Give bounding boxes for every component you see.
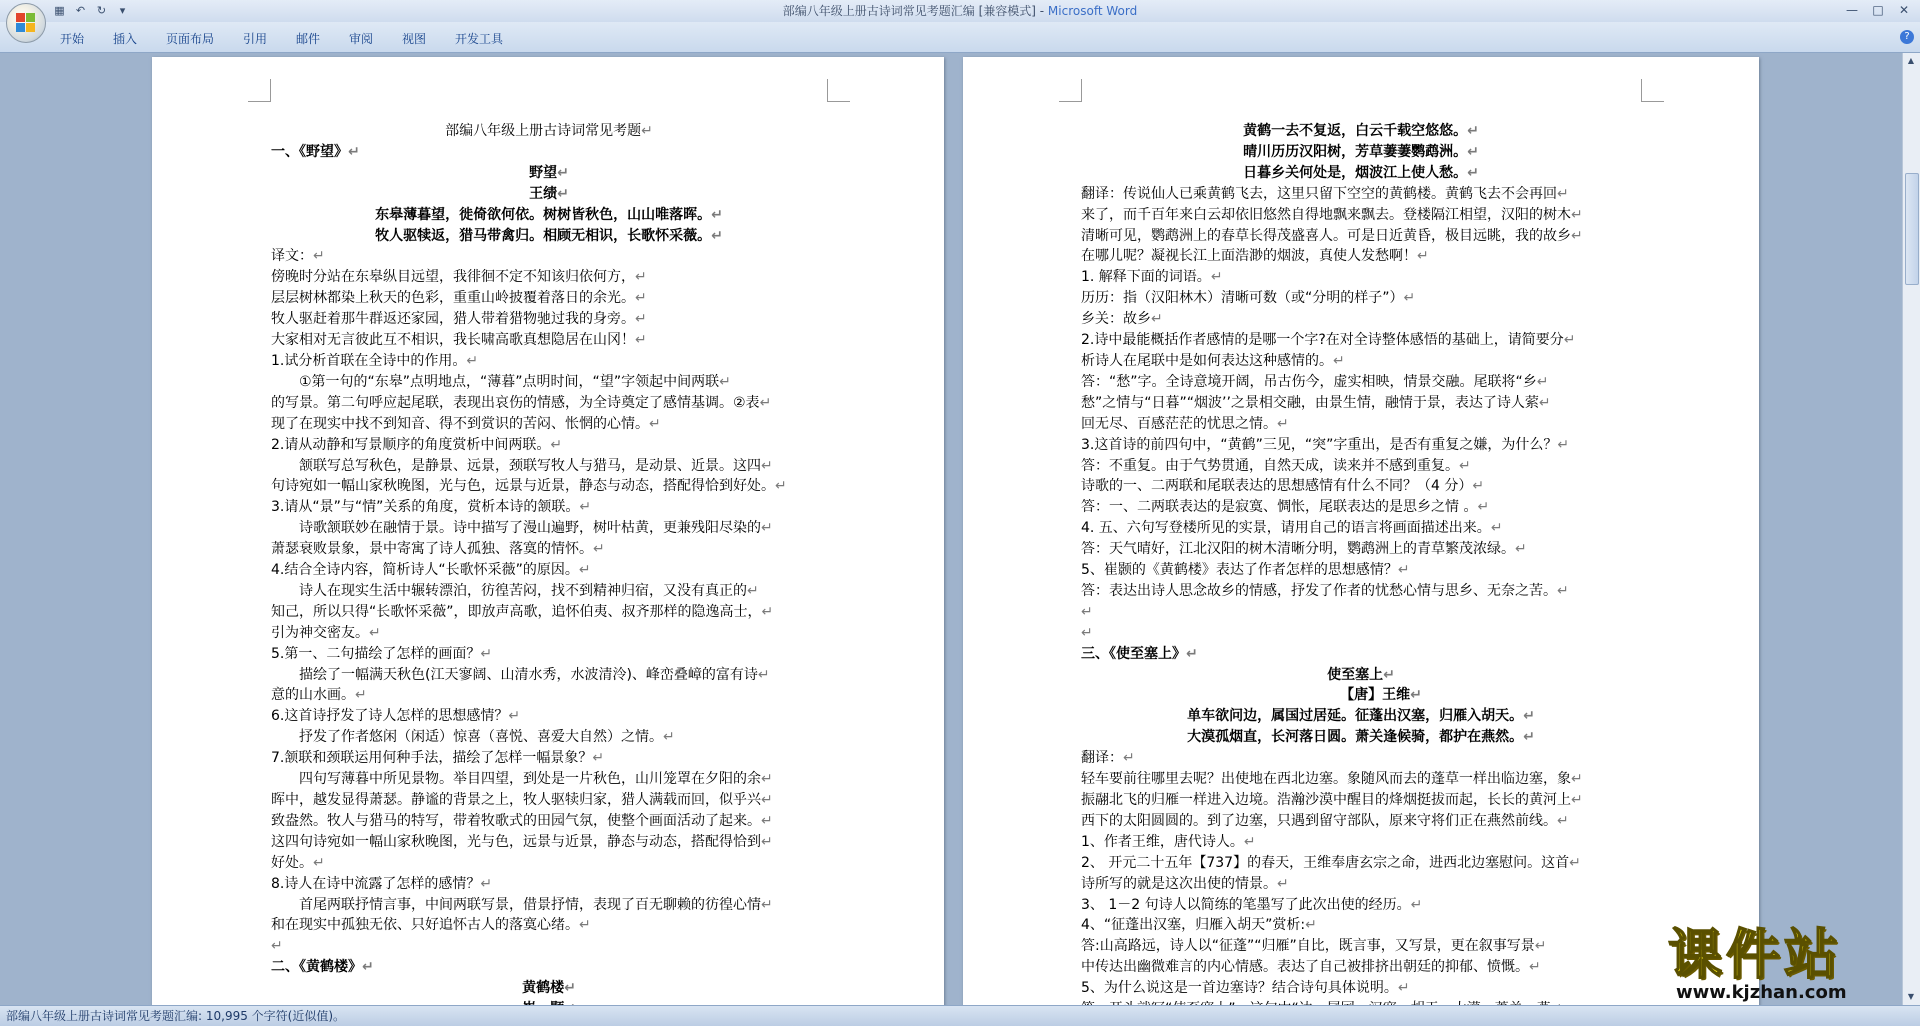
paragraph-mark-icon: ↵ — [1472, 478, 1485, 495]
paragraph-mark-icon: ↵ — [1534, 938, 1547, 955]
paragraph-mark-icon: ↵ — [775, 478, 787, 495]
line-text: 4、“征蓬出汉塞，归雁入胡天”赏析: — [1081, 917, 1306, 934]
line-text: 答：不重复。由于气势贯通，自然天成，读来并不感到重复。 — [1081, 457, 1459, 474]
document-line — [1081, 915, 1641, 936]
document-line — [1081, 936, 1641, 957]
line-text: 层层树林都染上秋天的色彩，重重山岭披覆着落日的余光。 — [271, 290, 635, 307]
tab-insert[interactable]: 插入 — [113, 32, 138, 46]
page-right — [963, 57, 1759, 1017]
line-text: 翻译：传说仙人已乘黄鹤飞去，这里只留下空空的黄鹤楼。黄鹤飞去不会再回 — [1081, 185, 1557, 202]
document-line — [271, 476, 827, 497]
line-text: 2、 开元二十五年【737】的春天，王维奉唐玄宗之命，进西北边塞慰问。这首 — [1081, 854, 1570, 871]
paragraph-mark-icon: ↵ — [1571, 792, 1583, 808]
paragraph-mark-icon: ↵ — [1277, 875, 1289, 892]
line-text: 一、《野望》 — [271, 143, 348, 160]
line-text: 晴川历历汉阳树，芳草萋萋鹦鹉洲。 — [1243, 143, 1468, 160]
document-line — [1081, 309, 1641, 330]
paragraph-mark-icon: ↵ — [1571, 771, 1583, 788]
crop-mark-top-right — [1641, 79, 1664, 102]
document-line — [271, 226, 827, 247]
line-text: 黄鹤一去不复返，白云千载空悠悠。 — [1243, 123, 1468, 139]
line-text: 答：一、二两联表达的是寂寞、惆怅，尾联表达的是思乡之情 。 — [1081, 499, 1478, 516]
paragraph-mark-icon: ↵ — [1477, 499, 1490, 516]
line-text: 诗歌颔联妙在融情于景。诗中描写了漫山遍野，树叶枯黄，更兼残阳尽染的 — [299, 520, 761, 537]
office-logo-icon — [16, 13, 36, 33]
line-text: 振翮北飞的归雁一样进入边境。浩瀚沙漠中醒目的烽烟挺拔而起，长长的黄河上 — [1081, 792, 1571, 808]
document-line — [1081, 685, 1641, 706]
paragraph-mark-icon: ↵ — [1571, 206, 1583, 223]
line-text: 牧人驱犊返，猎马带禽归。相顾无相识，长歌怀采薇。 — [375, 227, 712, 244]
paragraph-mark-icon: ↵ — [1333, 352, 1345, 369]
line-text: 现了在现实中找不到知音、得不到赏识的苦闷、怅惘的心情。 — [271, 415, 649, 432]
line-text: 3.这首诗的前四句中，“黄鹤”三见，“突”字重出，是否有重复之嫌，为什么？ — [1081, 436, 1558, 453]
paragraph-mark-icon: ↵ — [635, 311, 647, 328]
line-text: 知己，所以只得“长歌怀采薇”，即放声高歌，追怀伯夷、叔齐那样的隐逸高士， — [271, 603, 762, 620]
line-text: 诗所写的就是这次出使的情景。 — [1081, 875, 1277, 892]
line-text: 黄鹤楼 — [522, 980, 565, 997]
document-line — [1081, 226, 1641, 247]
document-line — [271, 393, 827, 414]
line-text: 诗人在现实生活中辗转漂泊，彷徨苦闷，找不到精神归宿，又没有真正的 — [299, 582, 747, 599]
paragraph-mark-icon: ↵ — [593, 541, 605, 558]
help-icon[interactable]: ? — [1900, 30, 1914, 44]
paragraph-mark-icon: ↵ — [362, 959, 374, 976]
document-line — [1081, 790, 1641, 811]
document-line — [1081, 163, 1641, 184]
paragraph-mark-icon: ↵ — [1523, 729, 1535, 746]
document-line — [271, 727, 827, 748]
line-text: 3.请从“景”与“情”关系的角度，赏析本诗的颔联。 — [271, 499, 580, 516]
paragraph-mark-icon: ↵ — [747, 582, 759, 599]
document-line — [1081, 205, 1641, 226]
document-line — [271, 748, 827, 769]
document-line — [1081, 895, 1641, 916]
line-text: 乡关：故乡 — [1081, 311, 1151, 328]
window-title — [0, 0, 1920, 22]
document-line — [271, 853, 827, 874]
line-text: 译文： — [271, 248, 313, 265]
document-line — [1081, 623, 1641, 644]
paragraph-mark-icon: ↵ — [635, 269, 647, 286]
document-line — [271, 372, 827, 393]
line-text: ①第一句的“东皋”点明地点，“薄暮”点明时间，“望”字领起中间两联 — [299, 373, 720, 390]
line-text: 日暮乡关何处是，烟波江上使人愁。 — [1243, 164, 1468, 181]
line-text: 1、作者王维，唐代诗人。 — [1081, 833, 1244, 850]
paragraph-mark-icon: ↵ — [1210, 269, 1223, 286]
undo-icon[interactable]: ↶ — [75, 4, 86, 17]
paragraph-mark-icon: ↵ — [550, 436, 563, 453]
paragraph-mark-icon: ↵ — [761, 833, 773, 850]
app-name: Microsoft Word — [1047, 4, 1138, 18]
line-text: 颔联写总写秋色，是静景、远景，颈联写牧人与猎马，是动景、近景。这四 — [299, 457, 761, 474]
document-line — [1081, 246, 1641, 267]
line-text: 7.颔联和颈联运用何种手法，描绘了怎样一幅景象？ — [271, 750, 593, 767]
paragraph-mark-icon: ↵ — [1243, 833, 1256, 850]
paragraph-mark-icon: ↵ — [641, 123, 653, 139]
paragraph-mark-icon: ↵ — [1459, 457, 1471, 474]
paragraph-mark-icon: ↵ — [711, 206, 723, 223]
paragraph-mark-icon: ↵ — [761, 603, 774, 620]
line-text: 答:山高路远，诗人以“征蓬”“归雁”自比，既言事，又写景，更在叙事写景 — [1081, 938, 1535, 955]
status-text: 部编八年级上册古诗词常见考题汇编: 10,995 个字符(近似值)。 — [6, 1009, 346, 1023]
paragraph-mark-icon: ↵ — [649, 415, 661, 432]
tab-home[interactable]: 开始 — [60, 32, 85, 46]
document-line — [271, 602, 827, 623]
document-line — [271, 142, 827, 163]
paragraph-mark-icon: ↵ — [1467, 143, 1479, 160]
paragraph-mark-icon: ↵ — [1081, 624, 1093, 641]
document-line — [271, 184, 827, 205]
paragraph-mark-icon: ↵ — [761, 520, 773, 537]
paragraph-mark-icon: ↵ — [1538, 394, 1551, 411]
document-line — [271, 769, 827, 790]
paragraph-mark-icon: ↵ — [564, 980, 576, 997]
document-line — [1081, 811, 1641, 832]
paragraph-mark-icon: ↵ — [369, 624, 381, 641]
paragraph-mark-icon: ↵ — [1397, 980, 1410, 997]
paragraph-mark-icon: ↵ — [1081, 603, 1093, 620]
document-line — [271, 435, 827, 456]
line-text: 东皋薄暮望，徙倚欲何依。树树皆秋色，山山唯落晖。 — [375, 206, 712, 223]
paragraph-mark-icon: ↵ — [1529, 959, 1541, 976]
document-line — [271, 957, 827, 978]
line-text: 这四句诗宛如一幅山家秋晚图，光与色，远景与近景，静态与动态，搭配得恰到 — [271, 833, 761, 850]
document-line — [1081, 581, 1641, 602]
right-page-text[interactable] — [1081, 121, 1641, 1020]
line-text: 5、为什么说这是一首边塞诗？结合诗句具体说明。 — [1081, 980, 1398, 997]
document-line — [271, 163, 827, 184]
line-text: 5、崔颢的《黄鹤楼》表达了作者怎样的思想感情？ — [1081, 562, 1398, 579]
paragraph-mark-icon: ↵ — [1417, 248, 1429, 265]
document-line — [271, 121, 827, 142]
line-text: 首尾两联抒情言事，中间两联写景，借景抒情，表现了百无聊赖的彷徨心情 — [299, 896, 761, 913]
line-text: 致盎然。牧人与猎马的特写，带着牧歌式的田园气氛，使整个画面活动了起来。 — [271, 812, 761, 829]
quick-access-toolbar — [52, 3, 130, 19]
ribbon-tabs — [0, 22, 1920, 53]
paragraph-mark-icon: ↵ — [759, 394, 772, 411]
paragraph-mark-icon: ↵ — [1563, 332, 1576, 349]
line-text: 【唐】王维 — [1340, 687, 1411, 704]
paragraph-mark-icon: ↵ — [355, 687, 367, 704]
paragraph-mark-icon: ↵ — [719, 373, 731, 390]
document-line — [1081, 706, 1641, 727]
paragraph-mark-icon: ↵ — [1467, 123, 1479, 139]
paragraph-mark-icon: ↵ — [1467, 164, 1479, 181]
paragraph-mark-icon: ↵ — [1523, 708, 1535, 725]
paragraph-mark-icon: ↵ — [761, 896, 773, 913]
line-text: 轻车要前往哪里去呢？出使地在西北边塞。象随风而去的蓬草一样出临边塞，象 — [1081, 771, 1571, 788]
paragraph-mark-icon: ↵ — [635, 290, 647, 307]
line-text: 牧人驱赶着那牛群返还家园，猎人带着猎物驰过我的身旁。 — [271, 311, 635, 328]
scroll-down-icon[interactable]: ▼ — [1907, 992, 1915, 1001]
document-line — [271, 205, 827, 226]
line-text: 历历：指（汉阳林木）清晰可数（或“分明的样子”） — [1081, 290, 1404, 307]
line-text: 清晰可见，鹦鹉洲上的春草长得茂盛喜人。可是日近黄昏，极目远眺，我的故乡 — [1081, 227, 1571, 244]
document-line — [271, 330, 827, 351]
document-line — [271, 790, 827, 811]
document-line — [1081, 853, 1641, 874]
line-text: 6.这首诗抒发了诗人怎样的思想感情？ — [271, 708, 509, 725]
document-line — [271, 518, 827, 539]
document-line — [1081, 330, 1641, 351]
line-text: 好处。 — [271, 854, 313, 871]
document-line — [271, 581, 827, 602]
document-line — [1081, 602, 1641, 623]
line-text: 三、《使至塞上》 — [1081, 645, 1186, 662]
line-text: 翻译： — [1081, 750, 1123, 767]
document-line — [271, 267, 827, 288]
redo-icon[interactable]: ↻ — [96, 4, 107, 17]
minimize-icon[interactable]: — — [1846, 3, 1858, 17]
tab-view[interactable]: 视图 — [402, 32, 427, 46]
document-line — [271, 706, 827, 727]
paragraph-mark-icon: ↵ — [508, 708, 521, 725]
document-line — [1081, 435, 1641, 456]
paragraph-mark-icon: ↵ — [578, 562, 591, 579]
document-workspace — [0, 53, 1903, 1005]
document-line — [1081, 560, 1641, 581]
page-left — [152, 57, 944, 1017]
document-line — [1081, 456, 1641, 477]
document-line — [271, 832, 827, 853]
document-line — [271, 685, 827, 706]
maximize-icon[interactable]: □ — [1872, 3, 1884, 17]
document-line — [1081, 351, 1641, 372]
paragraph-mark-icon: ↵ — [1397, 562, 1410, 579]
paragraph-mark-icon: ↵ — [466, 352, 479, 369]
paragraph-mark-icon: ↵ — [1569, 854, 1581, 871]
document-line — [271, 539, 827, 560]
line-text: 析诗人在尾联中是如何表达这种感情的。 — [1081, 352, 1333, 369]
line-text: 2.诗中最能概括作者感情的是哪一个字?在对全诗整体感悟的基础上，请简要分 — [1081, 332, 1564, 349]
document-line — [271, 936, 827, 957]
paragraph-mark-icon: ↵ — [313, 854, 325, 871]
status-bar — [0, 1005, 1920, 1026]
document-line — [1081, 665, 1641, 686]
line-text: 描绘了一幅满天秋色(江天寥阔、山清水秀，水波清泠)、峰峦叠嶂的富有诗 — [299, 666, 758, 683]
line-text: 二、《黄鹤楼》 — [271, 959, 362, 976]
line-text: 傍晚时分站在东皋纵目远望，我徘徊不定不知该归依何方， — [271, 269, 635, 286]
paragraph-mark-icon: ↵ — [271, 938, 283, 955]
paragraph-mark-icon: ↵ — [1383, 666, 1395, 683]
document-line — [1081, 832, 1641, 853]
document-line — [1081, 476, 1641, 497]
line-text: 西下的太阳圆圆的。到了边塞，只遇到留守部队，原来守将们正在燕然前线。 — [1081, 812, 1557, 829]
line-text: 的写景。第二句呼应起尾联，表现出哀伤的情感，为全诗奠定了感情基调。②表 — [271, 394, 760, 411]
document-line — [271, 246, 827, 267]
document-line — [1081, 372, 1641, 393]
paragraph-mark-icon: ↵ — [663, 729, 675, 746]
paragraph-mark-icon: ↵ — [1186, 645, 1198, 662]
paragraph-mark-icon: ↵ — [1151, 311, 1163, 328]
line-text: 4.结合全诗内容，简析诗人“长歌怀采薇”的原因。 — [271, 562, 579, 579]
line-text: 8.诗人在诗中流露了怎样的感情？ — [271, 875, 481, 892]
line-text: 四句写薄暮中所见景物。举目四望，到处是一片秋色，山川笼罩在夕阳的余 — [299, 771, 761, 788]
paragraph-mark-icon: ↵ — [761, 457, 773, 474]
crop-mark-top-right — [827, 79, 850, 102]
document-line — [1081, 644, 1641, 665]
scroll-thumb[interactable] — [1905, 173, 1919, 285]
line-text: 3、 1－2 句诗人以简练的笔墨写了此次出使的经历。 — [1081, 896, 1411, 913]
close-icon[interactable]: ✕ — [1898, 3, 1910, 17]
line-text: 2.请从动静和写景顺序的角度赏析中间两联。 — [271, 436, 551, 453]
paragraph-mark-icon: ↵ — [761, 792, 773, 808]
tab-developer[interactable]: 开发工具 — [455, 32, 504, 46]
line-text: 1.试分析首联在全诗中的作用。 — [271, 352, 467, 369]
line-text: 和在现实中孤独无依、只好追怀古人的落寞心绪。 — [271, 917, 579, 934]
left-page-text[interactable] — [271, 121, 827, 1020]
paragraph-mark-icon: ↵ — [761, 771, 773, 788]
document-line — [1081, 539, 1641, 560]
line-text: 王绩 — [529, 185, 558, 202]
document-line — [1081, 142, 1641, 163]
vertical-scrollbar[interactable] — [1902, 53, 1920, 1005]
document-line — [1081, 184, 1641, 205]
tab-mailings[interactable]: 邮件 — [296, 32, 321, 46]
paragraph-mark-icon: ↵ — [579, 499, 592, 516]
line-text: 意的山水画。 — [271, 687, 355, 704]
line-text: 大家相对无言彼此互不相识，我长啸高歌真想隐居在山冈！ — [271, 332, 635, 349]
line-text: 引为神交密友。 — [271, 624, 369, 641]
paragraph-mark-icon: ↵ — [1557, 812, 1569, 829]
document-line — [271, 978, 827, 999]
line-text: 愁”之情与“日暮”“烟波’’之景相交融，由景生情，融情于景，表达了诗人萦 — [1081, 394, 1539, 411]
document-line — [271, 895, 827, 916]
paragraph-mark-icon: ↵ — [1557, 436, 1570, 453]
document-line — [1081, 957, 1641, 978]
paragraph-mark-icon: ↵ — [348, 143, 360, 160]
document-line — [271, 623, 827, 644]
line-text: 5.第一、二句描绘了怎样的画面？ — [271, 645, 481, 662]
document-line — [1081, 978, 1641, 999]
paragraph-mark-icon: ↵ — [1410, 687, 1422, 704]
paragraph-mark-icon: ↵ — [711, 227, 723, 244]
document-line — [271, 309, 827, 330]
customize-qat-icon[interactable]: ▾ — [119, 4, 126, 17]
document-line — [1081, 414, 1641, 435]
scroll-up-icon[interactable]: ▲ — [1907, 56, 1915, 65]
document-line — [271, 288, 827, 309]
paragraph-mark-icon: ↵ — [313, 248, 325, 265]
line-text: 4. 五、六句写登楼所见的实景，请用自己的语言将画面描述出来。 — [1081, 520, 1491, 537]
line-text: 回无尽、百感茫茫的忧思之情。 — [1081, 415, 1277, 432]
document-line — [1081, 748, 1641, 769]
watermark-logo-text: 课件站 — [1668, 923, 1842, 986]
document-line — [1081, 769, 1641, 790]
document-line — [271, 915, 827, 936]
paragraph-mark-icon: ↵ — [1490, 520, 1503, 537]
line-text: 句诗宛如一幅山家秋晚图，光与色，远景与近景，静态与动态，搭配得恰到好处。 — [271, 478, 775, 495]
line-text: 1. 解释下面的词语。 — [1081, 269, 1211, 286]
line-text: 答：表达出诗人思念故乡的情感，抒发了作者的忧愁心情与思乡、无奈之苦。 — [1081, 582, 1557, 599]
line-text: 晖中，越发显得萧瑟。静谧的背景之上，牧人驱犊归家，猎人满载而回，似乎兴 — [271, 792, 761, 808]
document-line — [271, 644, 827, 665]
line-text: 诗歌的一、二两联和尾联表达的思想感情有什么不同？（4 分） — [1081, 478, 1473, 495]
paragraph-mark-icon: ↵ — [1305, 917, 1317, 934]
document-line — [1081, 518, 1641, 539]
line-text: 中传达出幽微难言的内心情感。表达了自己被排挤出朝廷的抑郁、愤慨。 — [1081, 959, 1529, 976]
document-line — [271, 414, 827, 435]
line-text: 单车欲问边，属国过居延。征蓬出汉塞，归雁入胡天。 — [1187, 708, 1524, 725]
tab-page-layout[interactable]: 页面布局 — [166, 32, 215, 46]
paragraph-mark-icon: ↵ — [1403, 290, 1416, 307]
document-line — [271, 874, 827, 895]
window-controls — [1840, 2, 1916, 19]
line-text: 答：“愁”字。全诗意境开阔，吊古伤今，虚实相映，情景交融。尾联将“乡 — [1081, 373, 1537, 390]
line-text: 野望 — [529, 164, 558, 181]
document-line — [1081, 727, 1641, 748]
document-line — [271, 351, 827, 372]
line-text: 萧瑟衰败景象，景中寄寓了诗人孤独、落寞的情怀。 — [271, 541, 593, 558]
paragraph-mark-icon: ↵ — [1557, 582, 1569, 599]
document-line — [1081, 874, 1641, 895]
document-line — [271, 665, 827, 686]
paragraph-mark-icon: ↵ — [1515, 541, 1527, 558]
title-bar — [0, 0, 1920, 22]
document-line — [1081, 393, 1641, 414]
paragraph-mark-icon: ↵ — [480, 645, 493, 662]
watermark-url: www.kjzhan.com — [1676, 982, 1847, 1003]
document-line — [271, 456, 827, 477]
tab-references[interactable]: 引用 — [243, 32, 268, 46]
paragraph-mark-icon: ↵ — [579, 917, 591, 934]
paragraph-mark-icon: ↵ — [557, 164, 569, 181]
line-text: 在哪儿呢？凝视长江上面浩渺的烟波，真使人发愁啊！ — [1081, 248, 1417, 265]
save-icon[interactable]: ▦ — [54, 4, 65, 17]
paragraph-mark-icon: ↵ — [1123, 750, 1135, 767]
paragraph-mark-icon: ↵ — [1536, 373, 1549, 390]
paragraph-mark-icon: ↵ — [761, 812, 773, 829]
office-button[interactable] — [6, 3, 46, 43]
paragraph-mark-icon: ↵ — [757, 666, 770, 683]
tab-review[interactable]: 审阅 — [349, 32, 374, 46]
document-line — [1081, 497, 1641, 518]
document-line — [271, 497, 827, 518]
paragraph-mark-icon: ↵ — [557, 185, 569, 202]
line-text: 来了，而千百年来白云却依旧悠然自得地飘来飘去。登楼隔江相望，汉阳的树木 — [1081, 206, 1571, 223]
paragraph-mark-icon: ↵ — [480, 875, 493, 892]
document-line — [271, 811, 827, 832]
line-text: 抒发了作者悠闲（闲适）惊喜（喜悦、喜爱大自然）之情。 — [299, 729, 663, 746]
line-text: 答：天气晴好，江北汉阳的树木清晰分明，鹦鹉洲上的青草繁茂浓绿。 — [1081, 541, 1515, 558]
line-text: 大漠孤烟直，长河落日圆。萧关逢候骑，都护在燕然。 — [1187, 729, 1524, 746]
site-watermark — [1668, 925, 1920, 1005]
document-line — [271, 560, 827, 581]
paragraph-mark-icon: ↵ — [592, 750, 605, 767]
paragraph-mark-icon: ↵ — [635, 332, 647, 349]
line-text: 部编八年级上册古诗词常见考题 — [445, 123, 642, 139]
document-title: 部编八年级上册古诗词常见考题汇编 [兼容模式] - — [782, 4, 1048, 18]
paragraph-mark-icon: ↵ — [1557, 185, 1569, 202]
crop-mark-top-left — [1059, 79, 1082, 102]
paragraph-mark-icon: ↵ — [1410, 896, 1423, 913]
document-line — [1081, 288, 1641, 309]
document-line — [1081, 121, 1641, 142]
paragraph-mark-icon: ↵ — [1277, 415, 1289, 432]
line-text: 使至塞上 — [1327, 666, 1384, 683]
document-line — [1081, 267, 1641, 288]
paragraph-mark-icon: ↵ — [1571, 227, 1583, 244]
crop-mark-top-left — [248, 79, 271, 102]
